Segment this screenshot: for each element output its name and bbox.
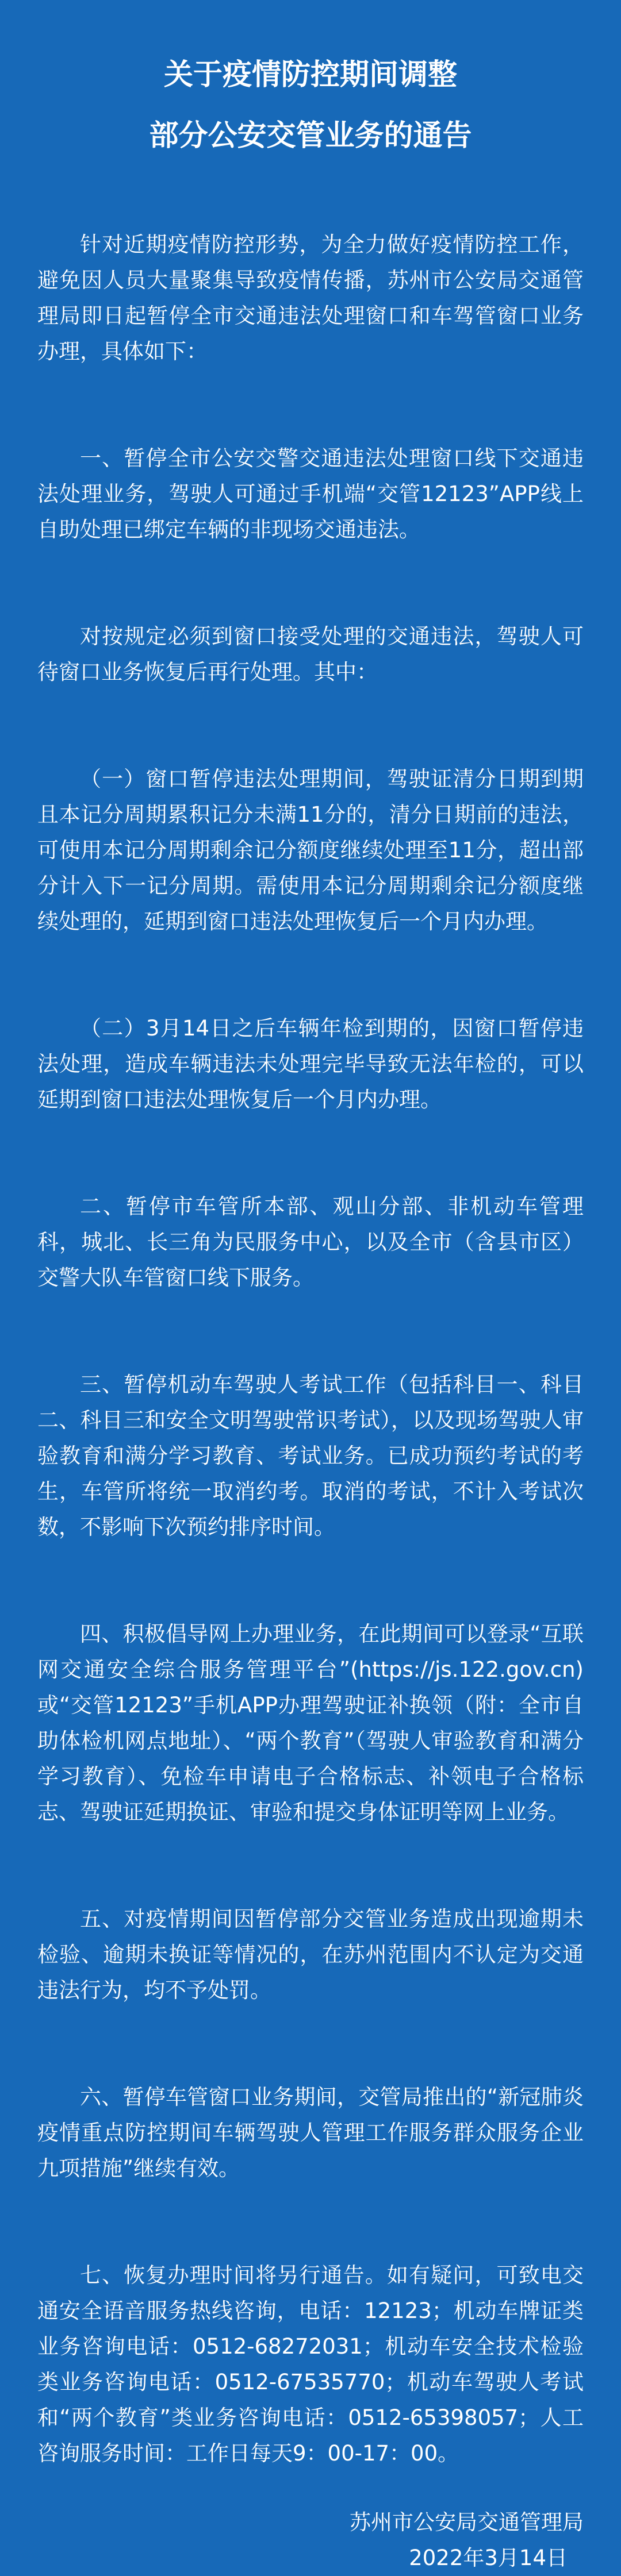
notice-item-1-sub-2-paragraph: （二）3月14日之后车辆年检到期的，因窗口暂停违法处理，造成车辆违法未处理完毕导致无法年检的，可以延期到窗口违法处理恢复后一个月内办理。: [37, 1016, 584, 1112]
notice-signature: [37, 2505, 584, 2576]
notice-item-3-paragraph: 三、暂停机动车驾驶人考试工作（包括科目一、科目二、科目三和安全文明驾驶常识考试），以及现场驾驶人审验教育和满分学习教育、考试业务。已成功预约考试的考生，车管所将统一取消约考。取消的考试，不计入考试次数，不影响下次预约排序时间。: [37, 1372, 584, 1539]
notice-title-line-1: 关于疫情防控期间调整: [163, 58, 457, 92]
notice-item-1-note-paragraph: 对按规定必须到窗口接受处理的交通违法，驾驶人可待窗口业务恢复后再行处理。其中：: [37, 624, 584, 684]
notice-item-4-paragraph: 四、积极倡导网上办理业务，在此期间可以登录“互联网交通安全综合服务管理平台”(https://js.122.gov.cn)或“交管12123”手机APP办理驾驶证补换领（附：全市自助体检机网点地址）、“两个教育”（驾驶人审验教育和满分学习教育）、免检车申请电子合格标志、补领电子合格标志、驾驶证延期换证、审验和提交身体证明等网上业务。: [37, 1622, 584, 1824]
notice-item-5-paragraph: 五、对疫情期间因暂停部分交管业务造成出现逾期未检验、逾期未换证等情况的，在苏州范围内不认定为交通违法行为，均不予处罚。: [37, 1907, 584, 2003]
notice-item-1-paragraph: 一、暂停全市公安交警交通违法处理窗口线下交通违法处理业务，驾驶人可通过手机端“交管12123”APP线上自助处理已绑定车辆的非现场交通违法。: [37, 446, 584, 542]
notice-intro-paragraph: 针对近期疫情防控形势，为全力做好疫情防控工作，避免因人员大量聚集导致疫情传播，苏州市公安局交通管理局即日起暂停全市交通违法处理窗口和车驾管窗口业务办理，具体如下：: [37, 232, 584, 364]
signature-organization: 苏州市公安局交通管理局: [350, 2510, 584, 2535]
notice-item-6-paragraph: 六、暂停车管窗口业务期间，交管局推出的“新冠肺炎疫情重点防控期间车辆驾驶人管理工作服务群众服务企业九项措施”继续有效。: [37, 2085, 584, 2181]
notice-title-line-2: 部分公安交管业务的通告: [149, 119, 472, 153]
notice-item-1-sub-1-paragraph: （一）窗口暂停违法处理期间，驾驶证清分日期到期且本记分周期累积记分未满11分的，清分日期前的违法，可使用本记分周期剩余记分额度继续处理至11分，超出部分计入下一记分周期。需使用本记分周期剩余记分额度继续处理的，延期到窗口违法处理恢复后一个月内办理。: [37, 767, 584, 934]
notice-item-2-paragraph: 二、暂停市车管所本部、观山分部、非机动车管理科，城北、长三角为民服务中心，以及全市（含县市区）交警大队车管窗口线下服务。: [37, 1194, 584, 1290]
signature-date: 2022年3月14日: [409, 2546, 568, 2570]
notice-body: [37, 227, 584, 2576]
notice-item-7-paragraph: 七、恢复办理时间将另行通告。如有疑问，可致电交通安全语音服务热线咨询，电话：12123；机动车牌证类业务咨询电话：0512-68272031；机动车安全技术检验类业务咨询电话：0512-67535770；机动车驾驶人考试和“两个教育”类业务咨询电话：0512-65398057；人工咨询服务时间：工作日每天9：00-17：00。: [37, 2263, 584, 2466]
notice-title: [37, 45, 584, 167]
